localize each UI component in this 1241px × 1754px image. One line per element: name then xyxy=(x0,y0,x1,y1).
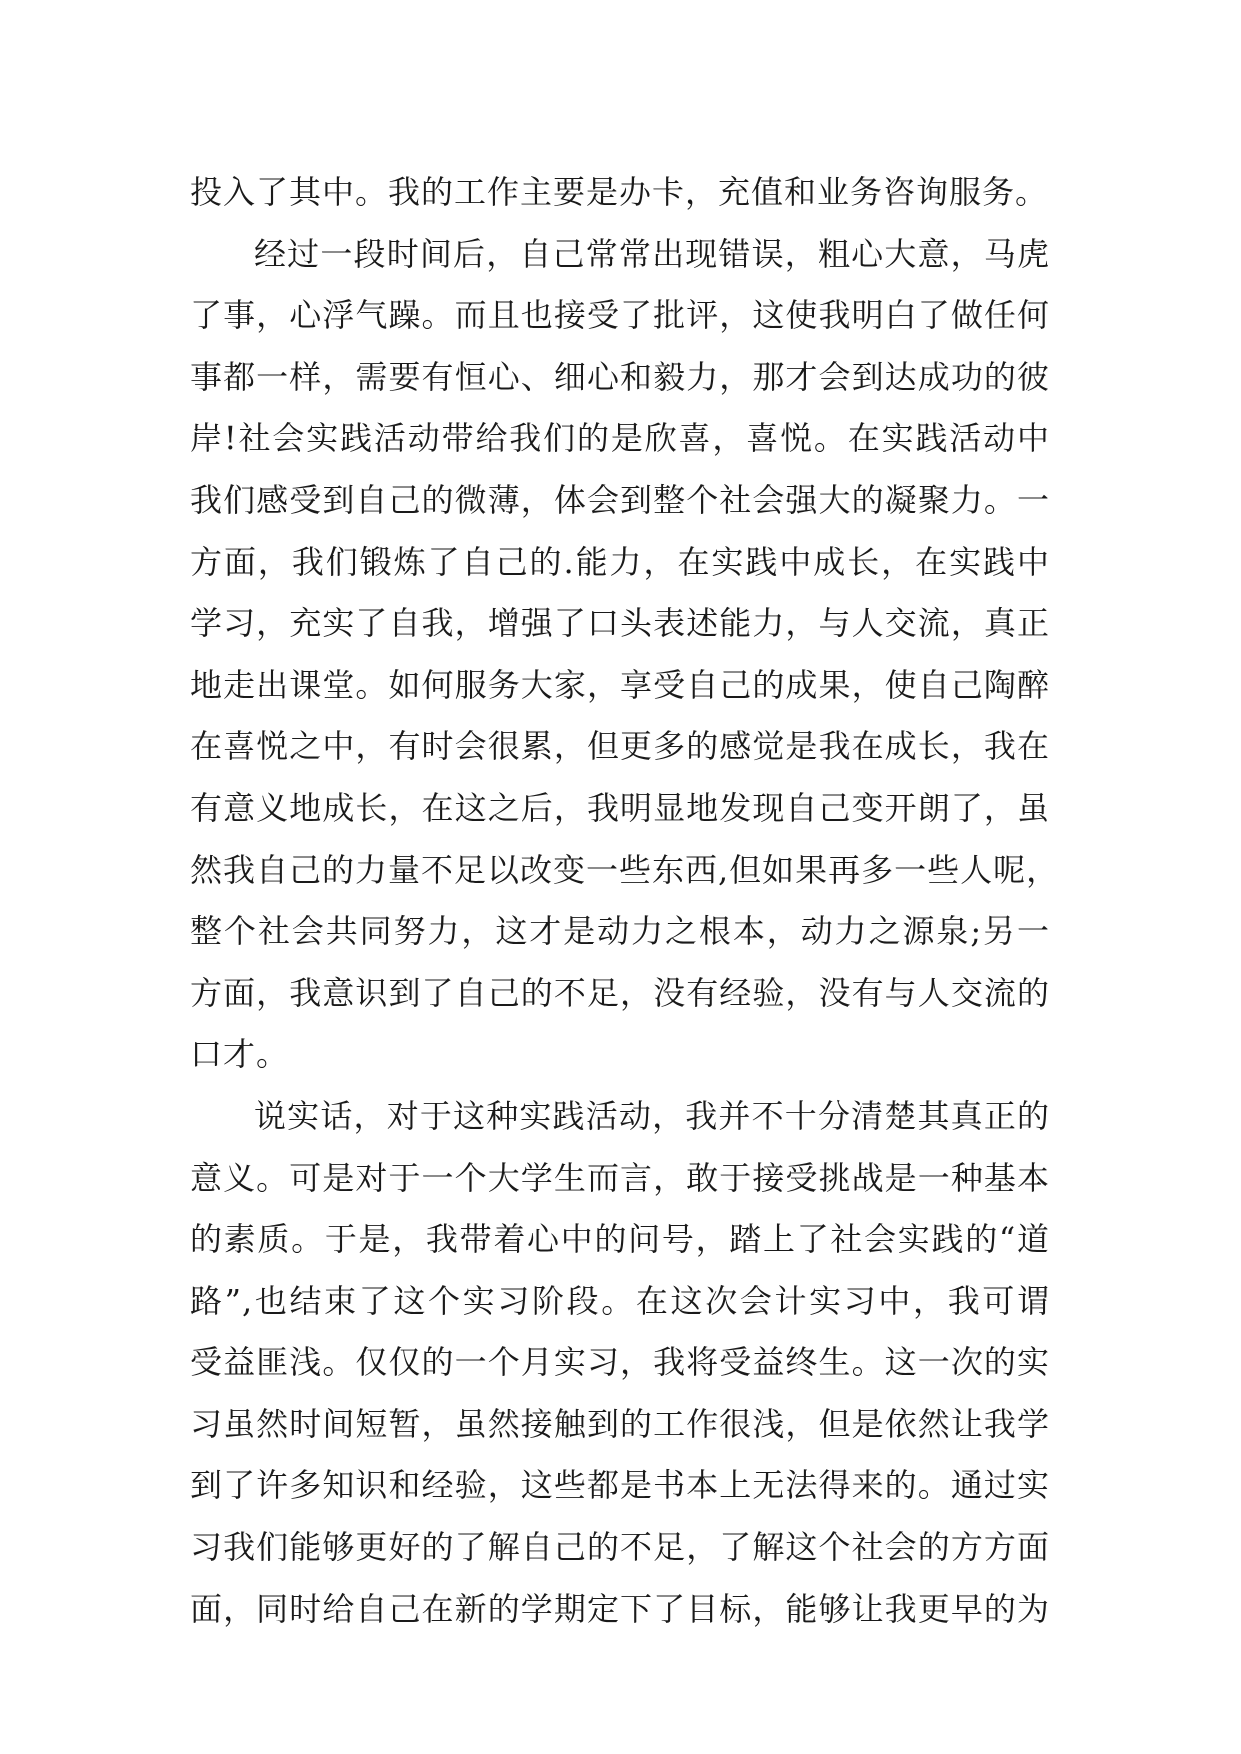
text-line: 投入了其中。我的工作主要是办卡，充值和业务咨询服务。 xyxy=(190,173,1049,211)
text-line: 方面，我意识到了自己的不足，没有经验，没有与人交流的 xyxy=(190,973,1050,1012)
text-line: 有意义地成长，在这之后，我明显地发现自己变开朗了，虽 xyxy=(190,788,1050,827)
text-line: 面，同时给自己在新的学期定下了目标，能够让我更早的为 xyxy=(190,1589,1050,1628)
text-line: 路”,也结束了这个实习阶段。在这次会计实习中，我可谓 xyxy=(190,1281,1050,1320)
text-line: 意义。可是对于一个大学生而言，敢于接受挑战是一种基本 xyxy=(190,1158,1050,1197)
text-line: 经过一段时间后，自己常常出现错误，粗心大意，马虎 xyxy=(254,234,1050,273)
body-text xyxy=(190,162,1060,1640)
text-line: 整个社会共同努力，这才是动力之根本，动力之源泉;另一 xyxy=(190,912,1050,951)
text-line: 到了许多知识和经验，这些都是书本上无法得来的。通过实 xyxy=(190,1466,1050,1505)
text-line: 了事，心浮气躁。而且也接受了批评，这使我明白了做任何 xyxy=(190,296,1050,335)
text-line: 说实话，对于这种实践活动，我并不十分清楚其真正的 xyxy=(254,1096,1050,1135)
text-line: 事都一样，需要有恒心、细心和毅力，那才会到达成功的彼 xyxy=(190,357,1050,396)
text-line: 方面，我们锻炼了自己的.能力，在实践中成长，在实践中 xyxy=(190,542,1050,581)
text-line: 习虽然时间短暂，虽然接触到的工作很浅，但是依然让我学 xyxy=(190,1404,1050,1443)
text-line: 习我们能够更好的了解自己的不足，了解这个社会的方方面 xyxy=(190,1528,1050,1567)
text-line: 口才。 xyxy=(190,1035,290,1074)
text-line: 我们感受到自己的微薄，体会到整个社会强大的凝聚力。一 xyxy=(190,480,1050,519)
text-line: 在喜悦之中，有时会很累，但更多的感觉是我在成长，我在 xyxy=(190,727,1050,766)
text-line: 地走出课堂。如何服务大家，享受自己的成果，使自己陶醉 xyxy=(190,665,1050,704)
text-line: 学习，充实了自我，增强了口头表述能力，与人交流，真正 xyxy=(190,604,1050,643)
text-line: 然我自己的力量不足以改变一些东西,但如果再多一些人呢， xyxy=(190,850,1060,889)
text-line: 受益匪浅。仅仅的一个月实习，我将受益终生。这一次的实 xyxy=(190,1343,1050,1382)
text-line: 岸!社会实践活动带给我们的是欣喜，喜悦。在实践活动中 xyxy=(190,419,1050,458)
text-line: 的素质。于是，我带着心中的问号，踏上了社会实践的“道 xyxy=(190,1220,1050,1259)
